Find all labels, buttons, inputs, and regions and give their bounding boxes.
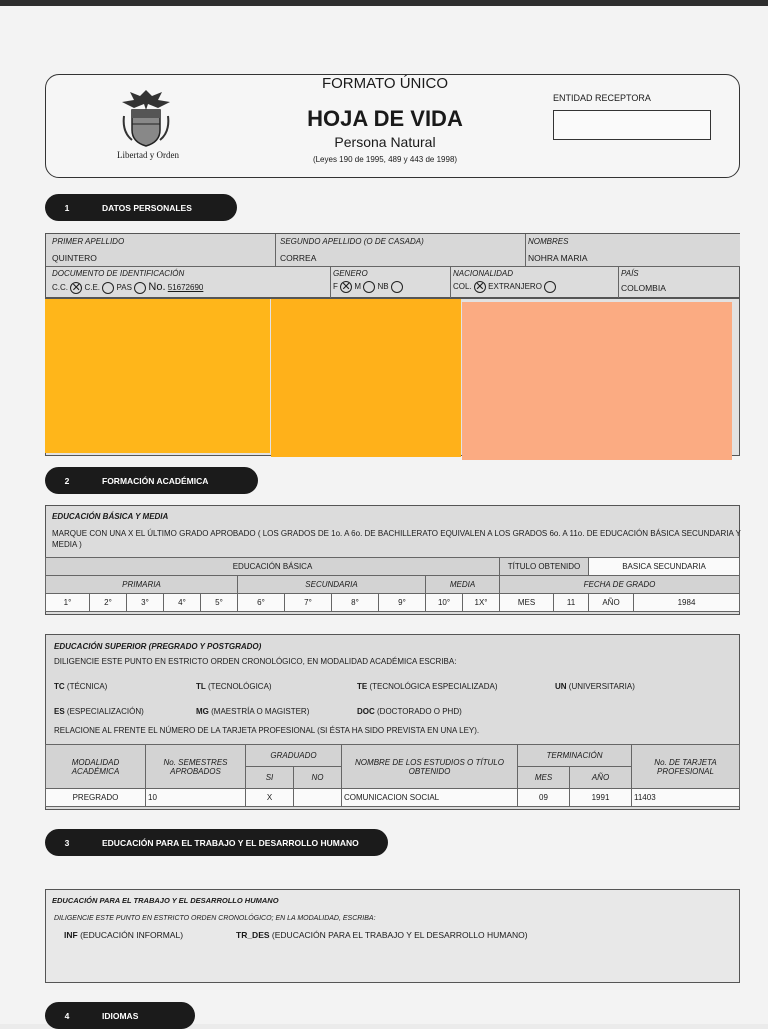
section1-header bbox=[45, 194, 237, 221]
section2-header bbox=[45, 467, 258, 494]
doc-legend bbox=[357, 707, 462, 716]
segundo-apellido-label: SEGUNDO APELLIDO (O DE CASADA) bbox=[280, 237, 424, 246]
grade-cell[interactable]: 3° bbox=[127, 594, 164, 612]
table-row bbox=[46, 789, 740, 807]
trdes-desc: (EDUCACIÓN PARA EL TRABAJO Y EL DESARROLLO HUMANO) bbox=[271, 930, 528, 940]
row-modalidad[interactable]: PREGRADO bbox=[46, 789, 146, 807]
form-label: FORMATO ÚNICO bbox=[321, 75, 449, 92]
entidad-label: ENTIDAD RECEPTORA bbox=[553, 93, 651, 103]
section2-number: 2 bbox=[64, 475, 70, 486]
tl-desc: (TECNOLÓGICA) bbox=[208, 682, 272, 691]
section1-number: 1 bbox=[64, 202, 70, 213]
col-semestres: No. SEMESTRES APROBADOS bbox=[146, 745, 246, 789]
section3-number: 3 bbox=[64, 837, 70, 848]
nombres-label: NOMBRES bbox=[528, 237, 569, 246]
pais-cell bbox=[619, 267, 740, 298]
col-anio: AÑO bbox=[570, 767, 632, 789]
trdes-legend bbox=[236, 930, 528, 940]
ce-radio-icon[interactable] bbox=[102, 282, 114, 294]
secundaria-header: SECUNDARIA bbox=[238, 576, 426, 594]
primaria-header: PRIMARIA bbox=[46, 576, 238, 594]
es-code: ES bbox=[54, 707, 65, 716]
col-radio-checked-icon[interactable]: ✕ bbox=[475, 281, 485, 293]
basica-title: EDUCACIÓN BÁSICA Y MEDIA bbox=[52, 512, 169, 521]
section1-title: DATOS PERSONALES bbox=[102, 202, 192, 213]
tl-legend bbox=[196, 682, 272, 691]
grade-cell[interactable]: 10° bbox=[426, 594, 463, 612]
mes-value[interactable]: 11 bbox=[554, 594, 589, 612]
page-title: HOJA DE VIDA bbox=[307, 106, 463, 131]
section4-title: IDIOMAS bbox=[102, 1010, 139, 1021]
media-header: MEDIA bbox=[426, 576, 500, 594]
titulo-obtenido-value[interactable]: BASICA SECUNDARIA bbox=[589, 558, 740, 576]
extranjero-label: EXTRANJERO bbox=[488, 282, 542, 292]
nombres-value[interactable]: NOHRA MARIA bbox=[528, 253, 588, 263]
te-code: TE bbox=[357, 682, 368, 691]
col-mes: MES bbox=[518, 767, 570, 789]
section2-title: FORMACIÓN ACADÉMICA bbox=[102, 475, 209, 486]
inf-code: INF bbox=[64, 930, 78, 940]
grade-cell[interactable]: 7° bbox=[285, 594, 332, 612]
row-anio[interactable]: 1991 bbox=[570, 789, 632, 807]
extranjero-radio-icon[interactable] bbox=[544, 281, 556, 293]
f-radio-checked-icon[interactable]: ✕ bbox=[341, 281, 351, 293]
col-no: NO bbox=[294, 767, 342, 789]
section4-number: 4 bbox=[64, 1010, 70, 1021]
nacionalidad-options bbox=[453, 281, 556, 293]
segundo-apellido-value[interactable]: CORREA bbox=[280, 253, 317, 263]
primer-apellido-label: PRIMER APELLIDO bbox=[52, 237, 125, 246]
pais-value[interactable]: COLOMBIA bbox=[621, 283, 666, 293]
segundo-apellido-cell bbox=[276, 234, 526, 267]
col-label: COL. bbox=[453, 282, 472, 292]
grade-cell[interactable]: 5° bbox=[201, 594, 238, 612]
superior-title: EDUCACIÓN SUPERIOR (PREGRADO Y POSTGRADO) bbox=[54, 642, 262, 651]
genero-options bbox=[333, 281, 403, 293]
documento-cell bbox=[46, 267, 331, 298]
grade-cell[interactable]: 4° bbox=[164, 594, 201, 612]
primer-apellido-cell bbox=[46, 234, 276, 267]
es-desc: (ESPECIALIZACIÓN) bbox=[66, 707, 144, 716]
m-label: M bbox=[354, 282, 362, 292]
col-tarjeta: No. DE TARJETA PROFESIONAL bbox=[632, 745, 740, 789]
redaction-note-2 bbox=[271, 299, 461, 457]
mg-legend bbox=[196, 707, 309, 716]
inf-legend bbox=[64, 930, 183, 940]
mes-label: MES bbox=[500, 594, 554, 612]
tarjeta-instructions: RELACIONE AL FRENTE EL NÚMERO DE LA TARJETA PROFESIONAL (SI ÉSTA HA SIDO PREVISTA EN UNA LEY). bbox=[54, 726, 480, 735]
laws-note: (Leyes 190 de 1995, 489 y 443 de 1998) bbox=[312, 155, 458, 164]
doc-number-value[interactable]: 51672690 bbox=[167, 283, 204, 292]
row-si[interactable]: X bbox=[246, 789, 294, 807]
basica-instructions: MARQUE CON UNA X EL ÚLTIMO GRADO APROBADO ( LOS GRADOS DE 1o. A 6o. DE BACHILLERATO EQUIVALEN A LOS GRADOS 6o. A 11o. DE EDUCACIÓN BÁSICA SECUNDARIA Y MEDIA ) bbox=[52, 529, 741, 549]
primer-apellido-value[interactable]: QUINTERO bbox=[52, 253, 97, 263]
nb-radio-icon[interactable] bbox=[391, 281, 403, 293]
page-subtitle: Persona Natural bbox=[334, 134, 436, 150]
doc-code: DOC bbox=[357, 707, 375, 716]
nacionalidad-cell bbox=[451, 267, 619, 298]
grade-cell-selected[interactable]: 1X° bbox=[463, 594, 500, 612]
anio-value[interactable]: 1984 bbox=[634, 594, 740, 612]
f-label: F bbox=[333, 282, 338, 292]
coat-of-arms-icon bbox=[118, 86, 174, 148]
row-nombre[interactable]: COMUNICACION SOCIAL bbox=[342, 789, 518, 807]
fecha-grado-header: FECHA DE GRADO bbox=[500, 576, 740, 594]
te-desc: (TECNOLÓGICA ESPECIALIZADA) bbox=[369, 682, 498, 691]
row-semestres[interactable]: 10 bbox=[146, 789, 246, 807]
tc-code: TC bbox=[54, 682, 65, 691]
trdes-code: TR_DES bbox=[236, 930, 270, 940]
inf-desc: (EDUCACIÓN INFORMAL) bbox=[80, 930, 184, 940]
pas-label: PAS bbox=[116, 283, 132, 292]
row-tarjeta[interactable]: 11403 bbox=[632, 789, 740, 807]
trabajo-title: EDUCACIÓN PARA EL TRABAJO Y EL DESARROLLO HUMANO bbox=[52, 896, 279, 905]
documento-label: DOCUMENTO DE IDENTIFICACIÓN bbox=[52, 269, 185, 278]
grade-cell[interactable]: 8° bbox=[332, 594, 379, 612]
educacion-basica-header: EDUCACIÓN BÁSICA bbox=[46, 558, 500, 576]
es-legend bbox=[54, 707, 144, 716]
personal-data-block bbox=[45, 233, 740, 298]
doc-desc: (DOCTORADO O PHD) bbox=[377, 707, 462, 716]
section3-header bbox=[45, 829, 388, 856]
grade-cell[interactable]: 9° bbox=[379, 594, 426, 612]
col-graduado: GRADUADO bbox=[246, 745, 342, 767]
entidad-field[interactable] bbox=[553, 110, 711, 140]
genero-cell bbox=[331, 267, 451, 298]
tc-legend bbox=[54, 682, 107, 691]
un-code: UN bbox=[555, 682, 567, 691]
col-modalidad: MODALIDAD ACADÉMICA bbox=[46, 745, 146, 789]
te-legend bbox=[357, 682, 498, 691]
redaction-note-1 bbox=[45, 299, 270, 453]
grades-row bbox=[46, 594, 740, 612]
col-si: SI bbox=[246, 767, 294, 789]
anio-label: AÑO bbox=[589, 594, 634, 612]
mg-code: MG bbox=[196, 707, 209, 716]
grade-cell[interactable]: 6° bbox=[238, 594, 285, 612]
trabajo-instructions: DILIGENCIE ESTE PUNTO EN ESTRICTO ORDEN CRONOLÓGICO; EN LA MODALIDAD, ESCRIBA: bbox=[54, 915, 376, 922]
pais-label: PAÍS bbox=[621, 269, 639, 278]
basica-table bbox=[45, 557, 740, 612]
nb-label: NB bbox=[377, 282, 389, 292]
redaction-note-3 bbox=[462, 302, 732, 460]
grade-cell[interactable]: 2° bbox=[90, 594, 127, 612]
col-terminacion: TERMINACIÓN bbox=[518, 745, 632, 767]
row-no[interactable] bbox=[294, 789, 342, 807]
superior-instructions: DILIGENCIE ESTE PUNTO EN ESTRICTO ORDEN CRONOLÓGICO, EN MODALIDAD ACADÉMICA ESCRIBA: bbox=[54, 657, 457, 666]
un-desc: (UNIVERSITARIA) bbox=[568, 682, 635, 691]
nombres-cell bbox=[526, 234, 740, 267]
tl-code: TL bbox=[196, 682, 206, 691]
ce-label: C.E. bbox=[84, 283, 101, 292]
pas-radio-icon[interactable] bbox=[134, 282, 146, 294]
no-label: No. bbox=[148, 281, 166, 293]
genero-label: GENERO bbox=[333, 269, 368, 278]
m-radio-icon[interactable] bbox=[363, 281, 375, 293]
documento-options bbox=[52, 281, 203, 294]
col-nombre: NOMBRE DE LOS ESTUDIOS O TÍTULO OBTENIDO bbox=[342, 745, 518, 789]
mg-desc: (MAESTRÍA O MAGISTER) bbox=[211, 707, 310, 716]
grade-cell[interactable]: 1° bbox=[46, 594, 90, 612]
cc-radio-checked-icon[interactable]: ✕ bbox=[71, 281, 81, 294]
tc-desc: (TÉCNICA) bbox=[66, 682, 108, 691]
un-legend bbox=[555, 682, 635, 691]
nacionalidad-label: NACIONALIDAD bbox=[453, 269, 514, 278]
titulo-obtenido-label: TÍTULO OBTENIDO bbox=[500, 558, 589, 576]
trabajo-block bbox=[45, 889, 740, 983]
seal-caption: Libertad y Orden bbox=[117, 150, 179, 160]
superior-table bbox=[45, 744, 740, 807]
section3-title: EDUCACIÓN PARA EL TRABAJO Y EL DESARROLLO HUMANO bbox=[102, 837, 359, 848]
section4-header bbox=[45, 1002, 195, 1029]
scan-edge bbox=[0, 0, 768, 6]
row-mes[interactable]: 09 bbox=[518, 789, 570, 807]
cc-label: C.C. bbox=[52, 283, 68, 292]
